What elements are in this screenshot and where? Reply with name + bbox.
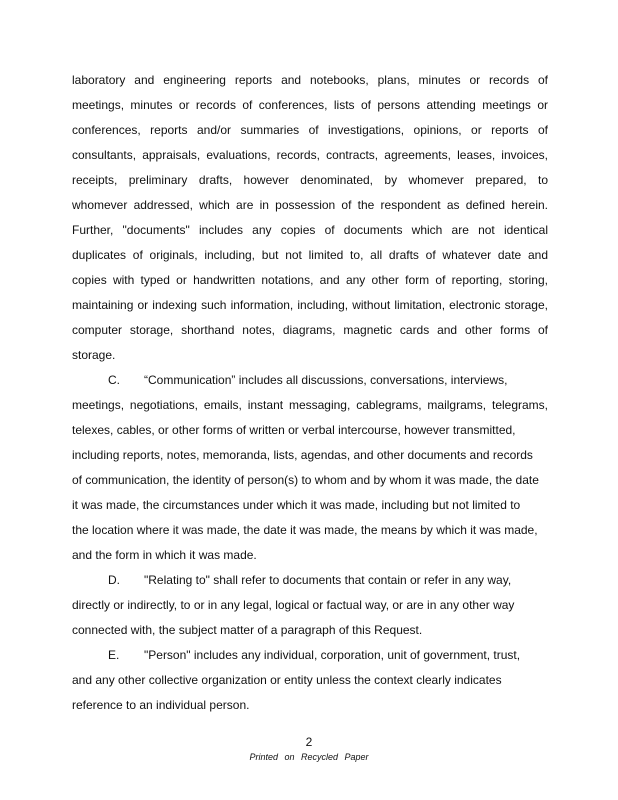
paragraph-text: "Relating to" shall refer to documents that contain or refer in any way,: [144, 573, 512, 587]
text-line: directly or indirectly, to or in any legal, logical or factual way, or are in any other way: [72, 598, 515, 612]
paragraph-letter: E.: [108, 648, 120, 662]
text-line: whomever addressed, which are in possession of the respondent as defined herein.: [72, 198, 548, 212]
paragraph-c-first-line: [72, 372, 548, 397]
recycled-paper-note: Printed on Recycled Paper: [249, 752, 369, 762]
paragraph-text: “Communication” includes all discussions, conversations, interviews,: [144, 373, 508, 387]
page-number: 2: [305, 735, 313, 749]
text-line: conferences, reports and/or summaries of investigations, opinions, or reports of: [72, 123, 548, 137]
text-line: duplicates of originals, including, but not limited to, all drafts of whatever date and: [72, 248, 548, 262]
paragraph-d-first-line: [72, 572, 548, 597]
paragraph-text: "Person" includes any individual, corporation, unit of government, trust,: [144, 648, 521, 662]
document-body: [72, 72, 548, 722]
paragraph-e-first-line: [72, 647, 548, 672]
text-line: storage.: [72, 348, 116, 362]
text-line: of communication, the identity of person(s) to whom and by whom it was made, the date: [72, 473, 539, 487]
text-line: connected with, the subject matter of a paragraph of this Request.: [72, 623, 423, 637]
text-line: the location where it was made, the date it was made, the means by which it was made,: [72, 523, 538, 537]
text-line: copies with typed or handwritten notations, and any other form of reporting, storing,: [72, 273, 548, 287]
text-line: maintaining or indexing such information, including, without limitation, electronic storage,: [72, 298, 548, 312]
text-line: telexes, cables, or other forms of written or verbal intercourse, however transmitted,: [72, 423, 516, 437]
text-line: receipts, preliminary drafts, however denominated, by whomever prepared, to: [72, 173, 548, 187]
text-line: and the form in which it was made.: [72, 548, 257, 562]
text-line: computer storage, shorthand notes, diagrams, magnetic cards and other forms of: [72, 323, 548, 337]
paragraph-letter: D.: [108, 573, 120, 587]
text-line: meetings, negotiations, emails, instant messaging, cablegrams, mailgrams, telegrams,: [72, 398, 548, 412]
paragraph-letter: C.: [108, 373, 120, 387]
text-line: laboratory and engineering reports and notebooks, plans, minutes or records of: [72, 73, 548, 87]
text-line: reference to an individual person.: [72, 698, 250, 712]
text-line: it was made, the circumstances under which it was made, including but not limited to: [72, 498, 521, 512]
text-line: including reports, notes, memoranda, lists, agendas, and other documents and records: [72, 448, 533, 462]
text-line: Further, "documents" includes any copies of documents which are not identical: [72, 223, 548, 237]
text-line: consultants, appraisals, evaluations, records, contracts, agreements, leases, invoices,: [72, 148, 548, 162]
text-line: and any other collective organization or entity unless the context clearly indicates: [72, 673, 502, 687]
text-line: meetings, minutes or records of conferences, lists of persons attending meetings or: [72, 98, 548, 112]
